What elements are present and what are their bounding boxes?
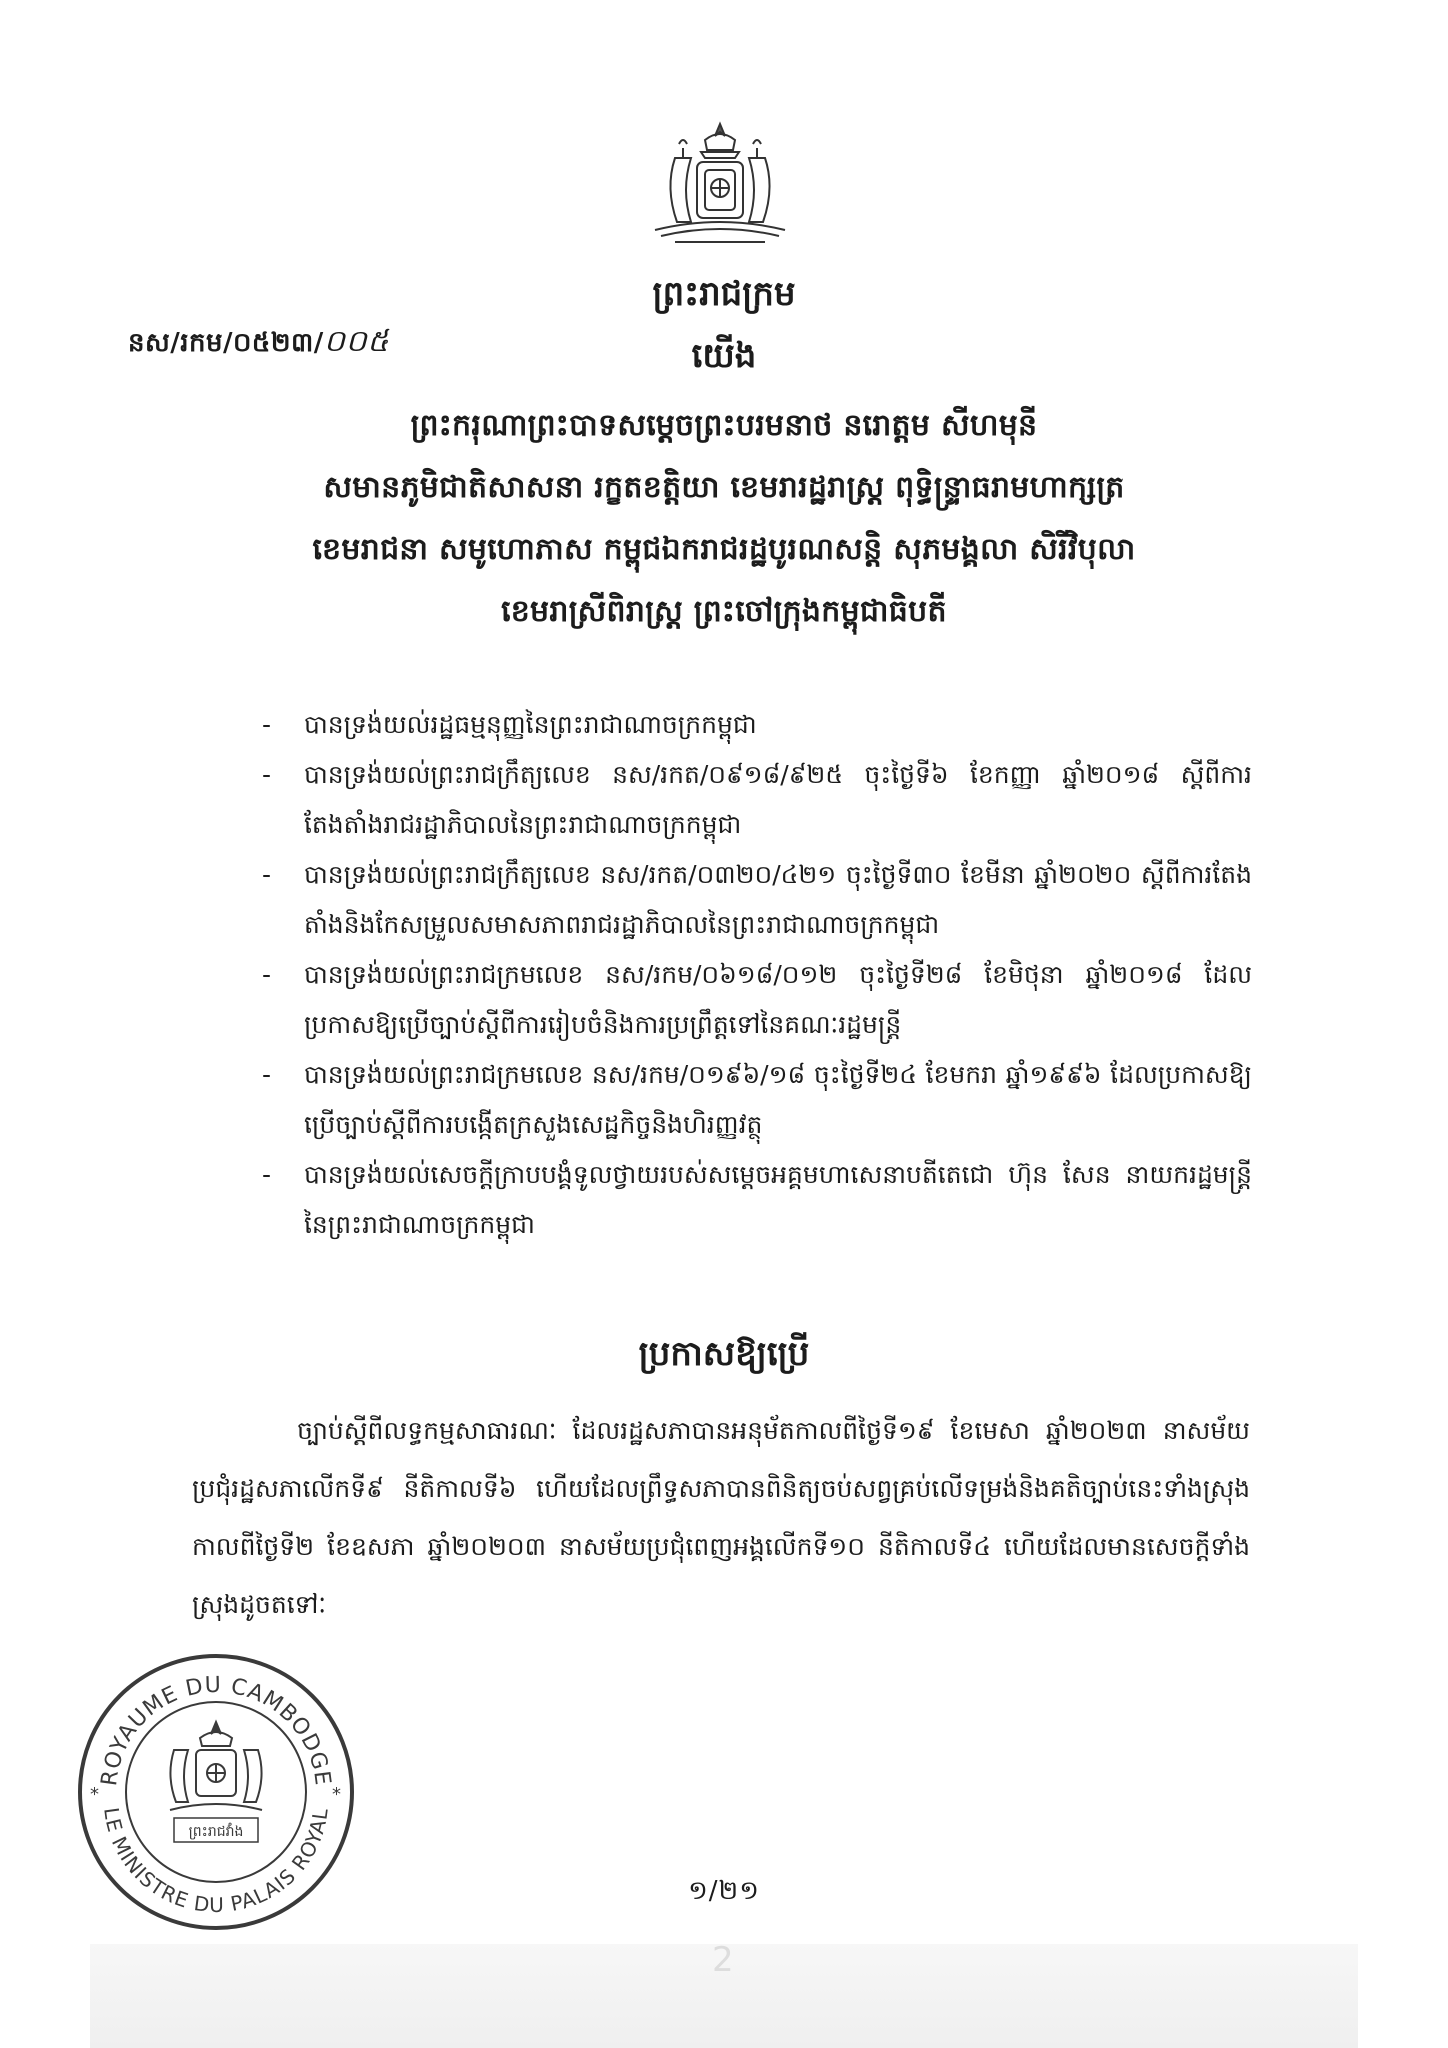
dash-bullet: - — [262, 860, 272, 889]
seal-outer-text: ROYAUME DU CAMBODGE — [96, 1672, 335, 1788]
dash-bullet: - — [262, 1060, 272, 1089]
reference-number-printed: នស/រកម/០៥២៣/ — [128, 328, 324, 358]
consideration-text: បានទ្រង់យល់រដ្ឋធម្មនុញ្ញនៃព្រះរាជាណាចក្រកម្ពុជា — [304, 710, 757, 739]
body-paragraph: ច្បាប់ស្តីពីលទ្ធកម្មសាធារណៈ ដែលរដ្ឋសភាបានអនុម័តកាលពីថ្ងៃទី១៩ ខែមេសា ឆ្នាំ២០២៣ នាសម័យប្រជុំរដ្ឋសភាលើកទី៩ នីតិកាលទី៦ ហើយដែលព្រឹទ្ធសភាបានពិនិត្យចប់សព្វគ្រប់លើទម្រង់និងគតិច្បាប់នេះទាំងស្រុងកាលពីថ្ងៃទី២ ខែឧសភា ឆ្នាំ២០២០៣ នាសម័យប្រជុំពេញអង្គលើកទី១០ នីតិកាលទី៤ ហើយដែលមានសេចក្តីទាំងស្រុងដូចតទៅៈ — [192, 1416, 1250, 1619]
reference-number-handwritten: ០០៥ — [323, 324, 389, 359]
dash-bullet: - — [262, 1160, 272, 1189]
king-title-line: ខេមរាជនា សមូហោភាស កម្ពុជឯករាជរដ្ឋបូរណសន្តិ សុភមង្គលា សិរីវិបុលា — [312, 532, 1136, 567]
seal-inner-text: LE MINISTRE DU PALAIS ROYAL — [99, 1806, 333, 1918]
promulgation-heading: ប្រកាសឱ្យប្រើ — [638, 1334, 810, 1374]
seal-bottom-label: ព្រះរាជវាំង — [188, 1824, 244, 1840]
king-title-line: ព្រះករុណាព្រះបាទសម្តេចព្រះបរមនាថ នរោត្តម សីហមុនី — [410, 408, 1038, 443]
document-type-heading: ព្រះរាជក្រម — [652, 274, 796, 314]
king-title-line: ខេមរាស្រីពិរាស្ត្រ ព្រះចៅក្រុងកម្ពុជាធិបតី — [501, 594, 947, 629]
svg-text:*: * — [332, 1784, 341, 1805]
considerations-list — [262, 700, 1252, 1250]
faint-footer-mark: 2 — [712, 1940, 734, 1980]
dash-bullet: - — [262, 760, 272, 789]
dash-bullet: - — [262, 960, 272, 989]
consideration-item — [262, 1150, 1252, 1250]
consideration-item — [262, 950, 1252, 1050]
consideration-item — [262, 700, 1252, 750]
consideration-text: បានទ្រង់យល់ព្រះរាជក្រមលេខ នស/រកម/០១៩៦/១៨ ចុះថ្ងៃទី២៤ ខែមករា ឆ្នាំ១៩៩៦ ដែលប្រកាសឱ្យប្រើច្បាប់ស្តីពីការបង្កើតក្រសួងសេដ្ឋកិច្ចនិងហិរញ្ញវត្ថុ — [304, 1060, 1252, 1139]
svg-text:*: * — [90, 1784, 99, 1805]
consideration-item — [262, 1050, 1252, 1150]
consideration-text: បានទ្រង់យល់ព្រះរាជក្រឹត្យលេខ នស/រកត/០៩១៨/៩២៥ ចុះថ្ងៃទី៦ ខែកញ្ញា ឆ្នាំ២០១៨ ស្តីពីការតែងតាំងរាជរដ្ឋាភិបាលនៃព្រះរាជាណាចក្រកម្ពុជា — [304, 760, 1252, 839]
royal-crest-emblem — [635, 118, 805, 253]
consideration-text: បានទ្រង់យល់ព្រះរាជក្រមលេខ នស/រកម/០៦១៨/០១២ ចុះថ្ងៃទី២៨ ខែមិថុនា ឆ្នាំ២០១៨ ដែលប្រកាសឱ្យប្រើច្បាប់ស្តីពីការរៀបចំនិងការប្រព្រឹត្តទៅនៃគណៈរដ្ឋមន្ត្រី — [304, 960, 1252, 1039]
king-title-line: សមានភូមិជាតិសាសនា រក្ខតខត្តិយា ខេមរារដ្ឋរាស្ត្រ ពុទ្ធិន្ទ្រាធរាមហាក្សត្រ — [323, 470, 1125, 505]
dash-bullet: - — [262, 710, 272, 739]
consideration-item — [262, 850, 1252, 950]
consideration-item — [262, 750, 1252, 850]
issuer-heading: យើង — [691, 336, 757, 376]
consideration-text: បានទ្រង់យល់សេចក្តីក្រាបបង្គំទូលថ្វាយរបស់សម្តេចអគ្គមហាសេនាបតីតេជោ ហ៊ុន សែន នាយករដ្ឋមន្ត្រីនៃព្រះរាជាណាចក្រកម្ពុជា — [304, 1160, 1252, 1239]
consideration-text: បានទ្រង់យល់ព្រះរាជក្រឹត្យលេខ នស/រកត/០៣២០/៤២១ ចុះថ្ងៃទី៣០ ខែមីនា ឆ្នាំ២០២០ ស្តីពីការតែងតាំងនិងកែសម្រួលសមាសភាពរាជរដ្ឋាភិបាលនៃព្រះរាជាណាចក្រកម្ពុជា — [304, 860, 1252, 939]
page-number: ១/២១ — [688, 1876, 760, 1906]
